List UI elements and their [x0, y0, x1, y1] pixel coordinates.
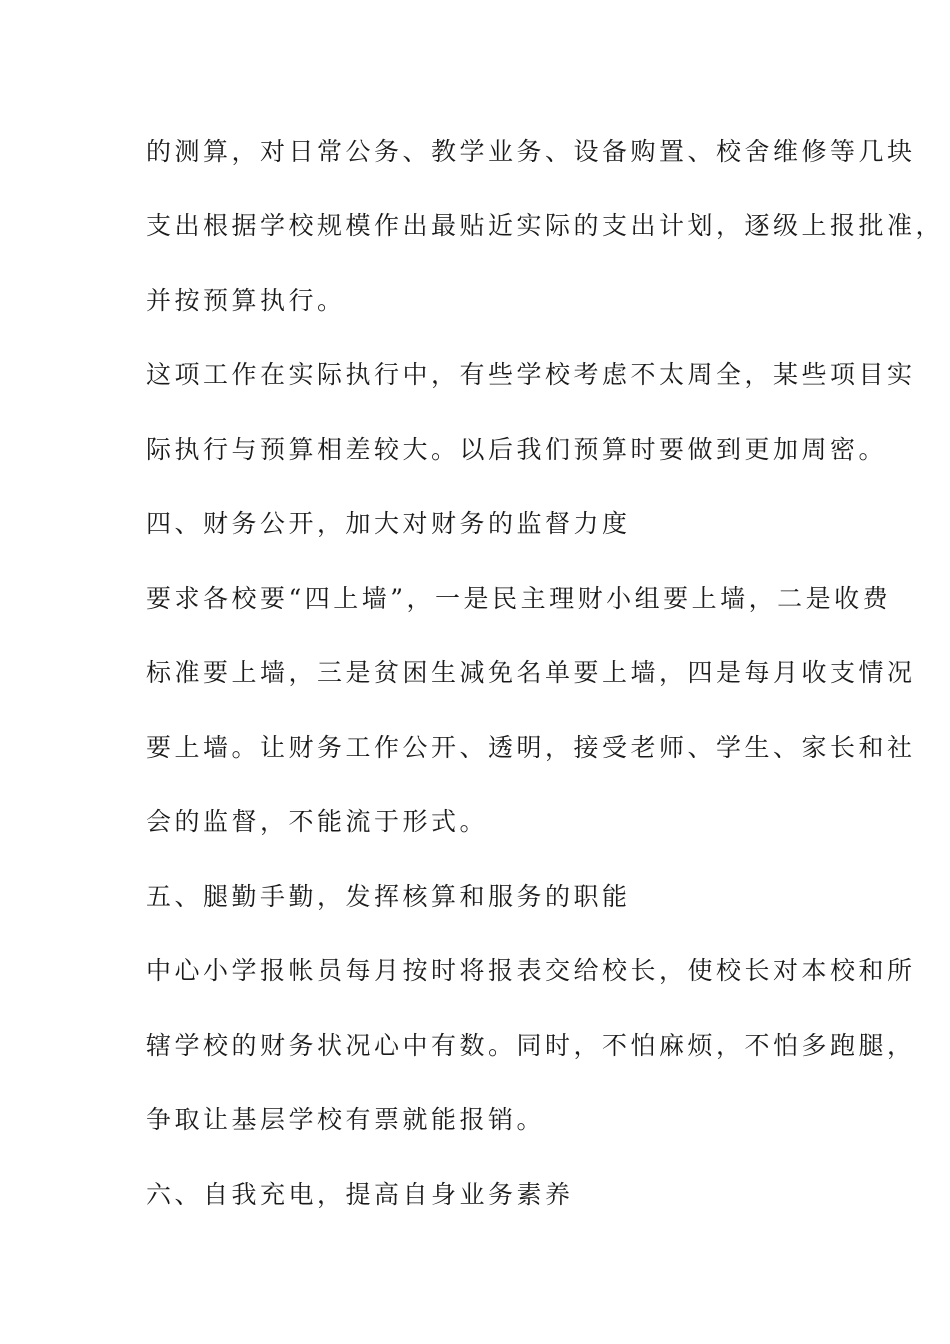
body-text-line: 的测算，对日常公务、教学业务、设备购置、校舍维修等几块: [146, 137, 916, 166]
body-text-line: 要上墙。让财务工作公开、透明，接受老师、学生、家长和社: [146, 733, 916, 762]
section-heading: 五、腿勤手勤，发挥核算和服务的职能: [146, 882, 631, 911]
section-heading: 六、自我充电，提高自身业务素养: [146, 1180, 574, 1209]
body-text-line: 会的监督，不能流于形式。: [146, 807, 489, 836]
body-text-line: 争取让基层学校有票就能报销。: [146, 1105, 546, 1134]
body-text-line: 标准要上墙，三是贫困生减免名单要上墙，四是每月收支情况: [146, 658, 916, 687]
body-text-line: 辖学校的财务状况心中有数。同时，不怕麻烦，不怕多跑腿，: [146, 1031, 916, 1060]
body-text-line: 际执行与预算相差较大。以后我们预算时要做到更加周密。: [146, 435, 888, 464]
section-heading: 四、财务公开，加大对财务的监督力度: [146, 509, 631, 538]
body-text-line: 中心小学报帐员每月按时将报表交给校长，使校长对本校和所: [146, 956, 916, 985]
body-text-line: 并按预算执行。: [146, 286, 346, 315]
body-text-line: 要求各校要“四上墙”，一是民主理财小组要上墙，二是收费: [146, 584, 892, 613]
body-text-line: 这项工作在实际执行中，有些学校考虑不太周全，某些项目实: [146, 360, 916, 389]
body-text-line: 支出根据学校规模作出最贴近实际的支出计划，逐级上报批准，: [146, 211, 945, 240]
